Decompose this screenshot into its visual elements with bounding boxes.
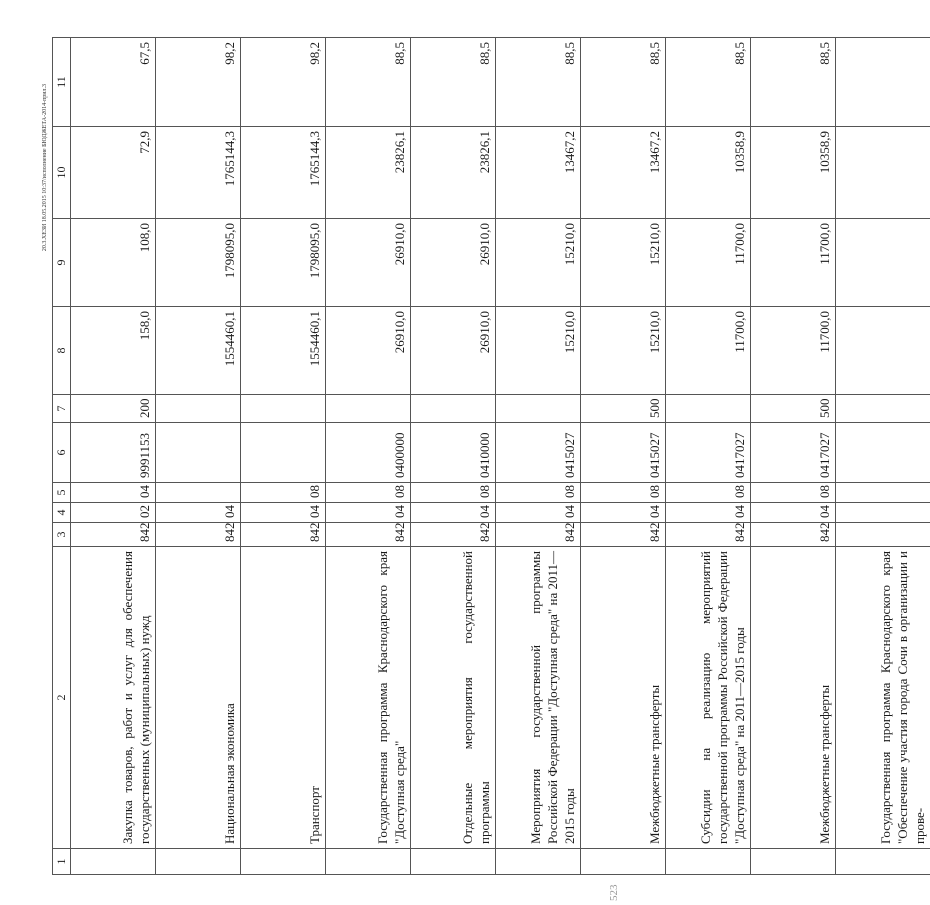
section-code: 04 [156,503,241,523]
row-name: Национальная экономика [156,547,241,849]
row-name: Мероприятия государственной программы Российской Федерации "Доступная среда" на 2011—2015 годы [496,547,581,849]
row-name: Отдельные мероприятия государственной программы [411,547,496,849]
expense-type-code [156,395,241,423]
table-row [836,38,930,875]
value-col-8: 11700,0 [666,307,751,395]
row-name: Государственная программа Краснодарского края "Обеспечение участия города Сочи в организации и прове- [836,547,930,849]
value-col-10: 1765144,3 [156,127,241,219]
empty-cell [411,849,496,875]
empty-cell [496,849,581,875]
empty-cell [751,849,836,875]
row-name: Транспорт [241,547,326,849]
table-row [326,38,411,875]
value-col-8: 158,0 [71,307,156,395]
expense-type-code: 500 [581,395,666,423]
percent-col-11 [836,38,930,127]
row-name: Закупка товаров, работ и услуг для обеспечения государственных (муниципальных) нужд [71,547,156,849]
subsection-code: 08 [666,483,751,503]
expense-type-code [836,395,930,423]
value-col-10: 23826,1 [411,127,496,219]
percent-col-11: 88,5 [496,38,581,127]
section-code: 04 [241,503,326,523]
footer-note: 20.3.ХЕЗИ 18.05.2015 10:37/исполнение БЮДЖЕТА-2014-прил.3 [42,84,48,252]
header-cell: 10 [53,127,71,219]
section-code: 04 [581,503,666,523]
ministry-code: 842 [156,523,241,547]
target-article-code [836,423,930,483]
value-col-9: 26910,0 [411,219,496,307]
value-col-8: 1554460,1 [241,307,326,395]
expense-type-code [411,395,496,423]
table-row [751,38,836,875]
subsection-code [836,483,930,503]
header-cell: 4 [53,503,71,523]
header-row [53,38,71,875]
value-col-9: 1798095,0 [156,219,241,307]
header-cell: 11 [53,38,71,127]
empty-cell [666,849,751,875]
subsection-code: 08 [496,483,581,503]
section-code: 02 [71,503,156,523]
percent-col-11: 88,5 [581,38,666,127]
ministry-code: 842 [666,523,751,547]
empty-cell [156,849,241,875]
target-article-code: 0417027 [751,423,836,483]
empty-cell [241,849,326,875]
subsection-code: 08 [411,483,496,503]
page-number: 523 [608,884,620,901]
target-article-code: 0400000 [326,423,411,483]
value-col-9: 1798095,0 [241,219,326,307]
ministry-code: 842 [411,523,496,547]
value-col-8 [836,307,930,395]
header-cell: 5 [53,483,71,503]
target-article-code: 9991153 [71,423,156,483]
ministry-code: 842 [71,523,156,547]
value-col-8: 15210,0 [581,307,666,395]
header-cell: 1 [53,849,71,875]
value-col-10: 23826,1 [326,127,411,219]
expense-type-code: 500 [751,395,836,423]
target-article-code [241,423,326,483]
empty-cell [71,849,156,875]
subsection-code: 04 [71,483,156,503]
expense-type-code: 200 [71,395,156,423]
budget-table [52,37,930,875]
empty-cell [326,849,411,875]
empty-cell [581,849,666,875]
ministry-code: 842 [496,523,581,547]
expense-type-code [326,395,411,423]
expense-type-code [496,395,581,423]
percent-col-11: 98,2 [241,38,326,127]
subsection-code: 08 [326,483,411,503]
row-name: Субсидии на реализацию мероприятий государственной программы Российской Федерации "Доступная среда" на 2011—2015 годы [666,547,751,849]
table-row [581,38,666,875]
ministry-code: 842 [751,523,836,547]
percent-col-11: 98,2 [156,38,241,127]
value-col-10 [836,127,930,219]
table-row [666,38,751,875]
value-col-9: 15210,0 [581,219,666,307]
value-col-8: 26910,0 [411,307,496,395]
table-row [156,38,241,875]
header-cell: 8 [53,307,71,395]
value-col-9: 11700,0 [666,219,751,307]
header-cell: 7 [53,395,71,423]
header-cell: 2 [53,547,71,849]
value-col-9: 15210,0 [496,219,581,307]
percent-col-11: 88,5 [666,38,751,127]
section-code: 04 [496,503,581,523]
section-code: 04 [751,503,836,523]
row-name: Государственная программа Краснодарского края "Доступная среда" [326,547,411,849]
table-row [411,38,496,875]
value-col-8: 15210,0 [496,307,581,395]
subsection-code [156,483,241,503]
header-cell: 6 [53,423,71,483]
value-col-9: 11700,0 [751,219,836,307]
percent-col-11: 88,5 [326,38,411,127]
section-code: 04 [326,503,411,523]
section-code: 04 [411,503,496,523]
ministry-code: 842 [241,523,326,547]
ministry-code [836,523,930,547]
section-code [836,503,930,523]
value-col-9 [836,219,930,307]
table-row [71,38,156,875]
value-col-9: 26910,0 [326,219,411,307]
expense-type-code [666,395,751,423]
target-article-code: 0410000 [411,423,496,483]
header-cell: 3 [53,523,71,547]
subsection-code: 08 [581,483,666,503]
expense-type-code [241,395,326,423]
percent-col-11: 88,5 [411,38,496,127]
percent-col-11: 67,5 [71,38,156,127]
row-name: Межбюджетные трансферты [751,547,836,849]
subsection-code: 08 [751,483,836,503]
ministry-code: 842 [581,523,666,547]
target-article-code: 0415027 [496,423,581,483]
value-col-10: 13467,2 [496,127,581,219]
ministry-code: 842 [326,523,411,547]
value-col-10: 72,9 [71,127,156,219]
value-col-10: 10358,9 [666,127,751,219]
value-col-8: 26910,0 [326,307,411,395]
value-col-9: 108,0 [71,219,156,307]
target-article-code: 0415027 [581,423,666,483]
value-col-8: 11700,0 [751,307,836,395]
value-col-8: 1554460,1 [156,307,241,395]
header-cell: 9 [53,219,71,307]
target-article-code: 0417027 [666,423,751,483]
row-name: Межбюджетные трансферты [581,547,666,849]
subsection-code: 08 [241,483,326,503]
value-col-10: 10358,9 [751,127,836,219]
table-row [496,38,581,875]
percent-col-11: 88,5 [751,38,836,127]
value-col-10: 13467,2 [581,127,666,219]
section-code: 04 [666,503,751,523]
table-row [241,38,326,875]
value-col-10: 1765144,3 [241,127,326,219]
empty-cell [836,849,930,875]
target-article-code [156,423,241,483]
